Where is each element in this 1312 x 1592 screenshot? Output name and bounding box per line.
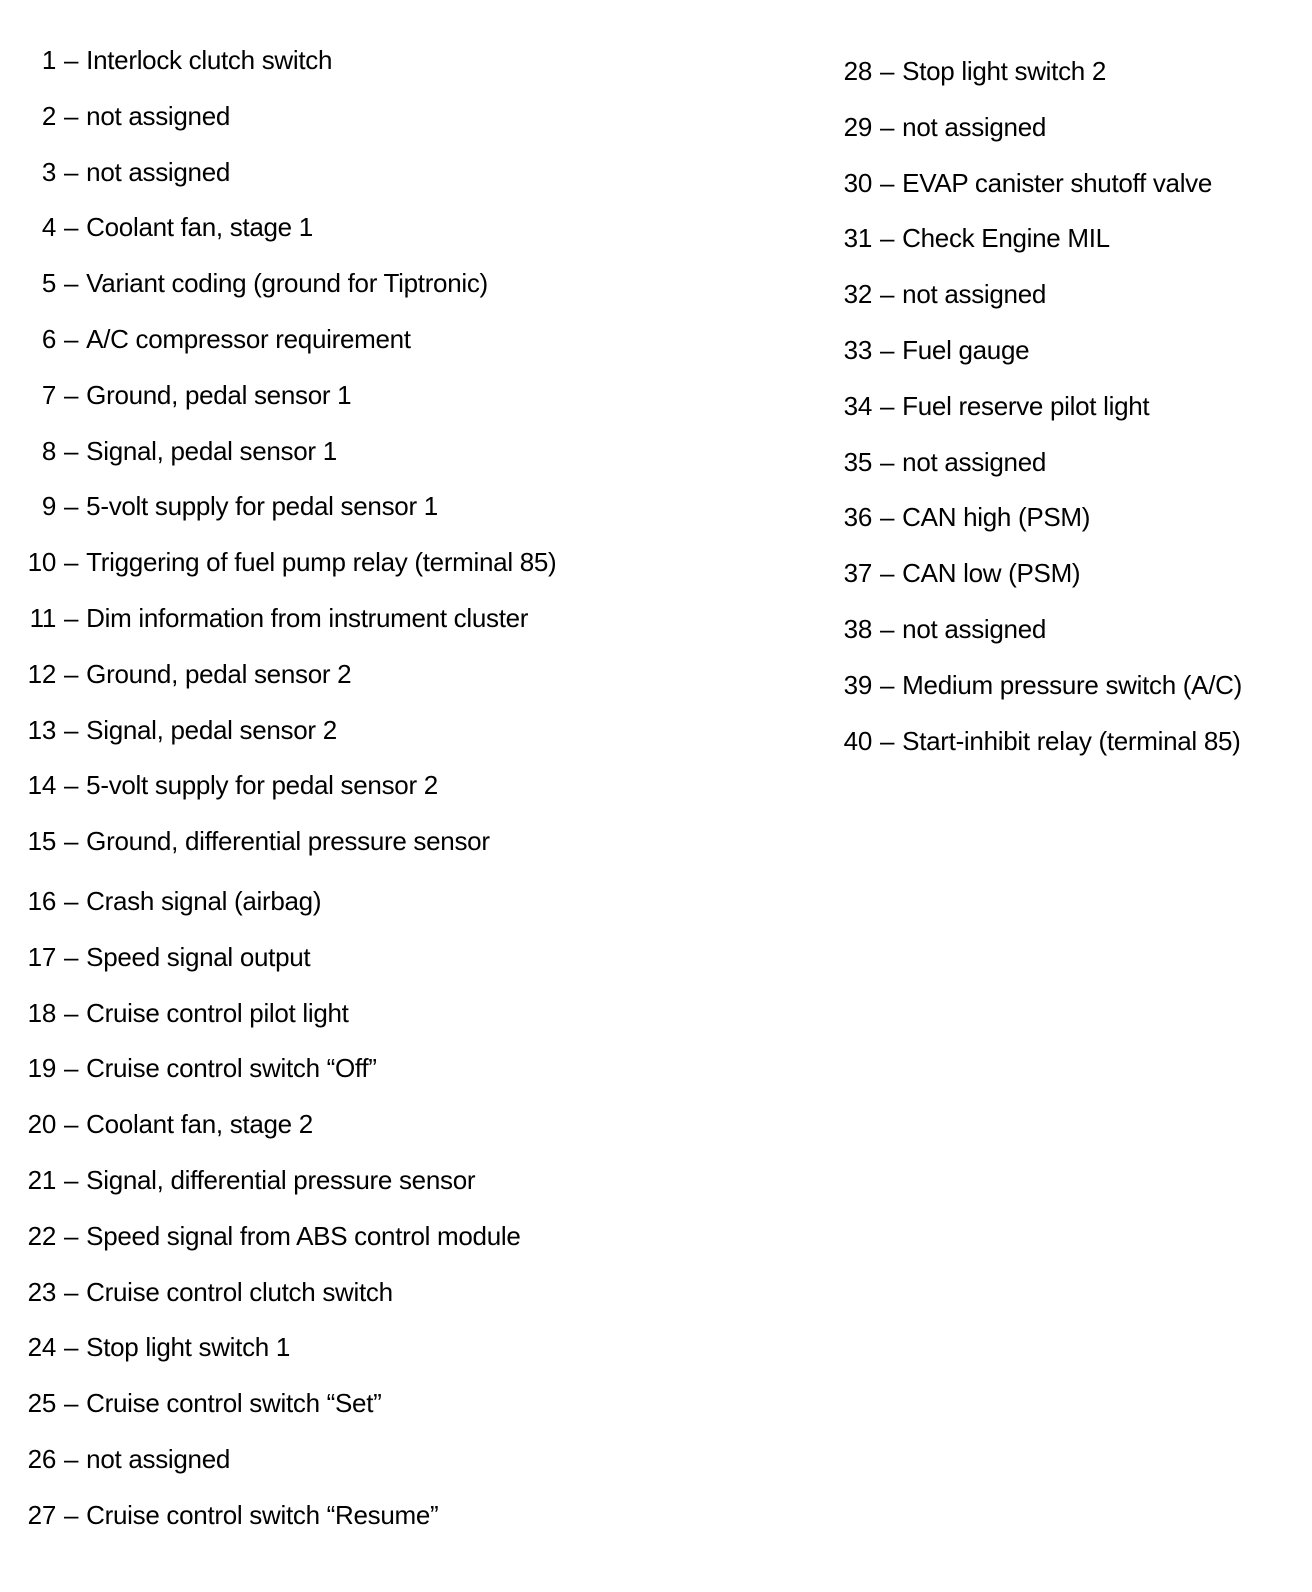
pin-entry	[0, 486, 438, 526]
pin-entry	[820, 609, 1046, 649]
pin-entry	[0, 598, 528, 638]
pin-number: 8	[41, 435, 56, 466]
pin-label: Interlock clutch switch	[86, 45, 333, 75]
pin-label: Speed signal from ABS control module	[86, 1220, 521, 1251]
pin-label: Signal, pedal sensor 2	[86, 714, 337, 745]
pin-number: 13	[27, 714, 56, 745]
pin-number: 10	[27, 547, 56, 578]
pin-separator: –	[880, 223, 895, 254]
pin-separator: –	[64, 100, 79, 131]
pin-number: 26	[27, 1444, 56, 1474]
pin-label: Cruise control pilot light	[86, 997, 349, 1028]
pin-number: 27	[27, 1499, 56, 1530]
pin-separator: –	[880, 167, 895, 198]
pin-label: Cruise control clutch switch	[86, 1276, 393, 1307]
pin-label: not assigned	[902, 279, 1047, 310]
pin-number: 5	[41, 268, 56, 299]
pin-number: 2	[41, 100, 56, 131]
pin-number: 39	[843, 669, 872, 700]
pin-entry	[0, 821, 490, 861]
pin-separator: –	[64, 1332, 79, 1363]
pin-separator: –	[880, 446, 895, 477]
pin-label: Dim information from instrument cluster	[86, 603, 529, 633]
pin-number: 11	[29, 603, 56, 633]
pin-entry	[0, 40, 332, 80]
pin-label: Coolant fan, stage 1	[86, 212, 313, 243]
pin-entry	[0, 710, 337, 750]
pin-separator: –	[64, 379, 79, 410]
pin-label: Variant coding (ground for Tiptronic)	[86, 268, 488, 299]
pin-entry	[0, 375, 351, 415]
pin-label: Coolant fan, stage 2	[86, 1109, 313, 1140]
pin-separator: –	[64, 435, 79, 466]
pin-label: Ground, pedal sensor 1	[86, 379, 352, 410]
pin-entry	[0, 1048, 377, 1088]
pin-label: not assigned	[86, 1444, 231, 1474]
pin-entry	[0, 1272, 393, 1312]
pin-number: 1	[41, 45, 56, 75]
pin-entry	[820, 442, 1046, 482]
pin-separator: –	[880, 111, 895, 142]
pin-label: not assigned	[902, 446, 1047, 477]
pin-separator: –	[64, 1388, 79, 1419]
pin-entry	[820, 107, 1046, 147]
pin-label: Ground, differential pressure sensor	[86, 826, 490, 857]
pin-number: 40	[843, 725, 872, 756]
pin-number: 9	[41, 491, 56, 522]
pin-label: Stop light switch 1	[86, 1332, 291, 1363]
pin-entry	[0, 207, 313, 247]
pin-entry	[820, 497, 1090, 537]
pin-number: 32	[843, 279, 872, 310]
pin-number: 29	[843, 111, 872, 142]
pin-entry	[0, 765, 438, 805]
pin-label: Stop light switch 2	[902, 56, 1107, 86]
pin-label: Fuel reserve pilot light	[902, 390, 1150, 421]
pin-label: not assigned	[902, 614, 1047, 644]
pin-label: Ground, pedal sensor 2	[86, 658, 352, 689]
pin-number: 6	[41, 324, 56, 354]
pin-label: Speed signal output	[86, 941, 311, 972]
pin-number: 33	[843, 335, 872, 365]
pin-entry	[0, 1216, 521, 1256]
pin-entry	[820, 330, 1029, 370]
pin-separator: –	[880, 56, 895, 86]
pin-separator: –	[64, 156, 79, 187]
pin-label: Signal, pedal sensor 1	[86, 435, 337, 466]
pin-entry	[0, 1439, 230, 1479]
pin-label: 5-volt supply for pedal sensor 2	[86, 770, 438, 801]
pin-number: 30	[843, 167, 872, 198]
pin-number: 18	[27, 997, 56, 1028]
pin-number: 16	[27, 886, 56, 916]
pin-entry	[820, 721, 1241, 761]
pin-separator: –	[64, 770, 79, 801]
pin-number: 31	[843, 223, 872, 254]
pin-number: 38	[843, 614, 872, 644]
pin-separator: –	[880, 335, 895, 365]
pin-separator: –	[880, 669, 895, 700]
pin-separator: –	[64, 1109, 79, 1140]
pin-separator: –	[64, 1220, 79, 1251]
pin-number: 3	[41, 156, 56, 187]
pin-entry	[0, 1327, 290, 1367]
pin-entry	[820, 553, 1080, 593]
pin-separator: –	[64, 1165, 79, 1195]
pin-entry	[0, 319, 411, 359]
pin-entry	[820, 51, 1106, 91]
pin-label: Signal, differential pressure sensor	[86, 1165, 476, 1195]
pin-entry	[0, 1383, 382, 1423]
pin-separator: –	[64, 324, 79, 354]
pin-entry	[0, 993, 349, 1033]
pin-label: A/C compressor requirement	[86, 324, 411, 354]
pin-separator: –	[64, 45, 79, 75]
pin-separator: –	[64, 941, 79, 972]
pin-separator: –	[880, 614, 895, 644]
pin-number: 37	[843, 558, 872, 589]
pin-label: Cruise control switch “Resume”	[86, 1499, 439, 1530]
pin-entry	[0, 1495, 438, 1535]
pin-entry	[0, 937, 310, 977]
pin-number: 12	[27, 658, 56, 689]
pin-separator: –	[880, 725, 895, 756]
pin-separator: –	[64, 212, 79, 243]
pin-separator: –	[64, 997, 79, 1028]
pin-entry	[820, 665, 1242, 705]
pin-entry	[820, 274, 1046, 314]
pin-number: 35	[843, 446, 872, 477]
pin-label: not assigned	[86, 100, 231, 131]
pin-label: EVAP canister shutoff valve	[902, 167, 1213, 198]
pin-number: 21	[27, 1165, 56, 1195]
pin-label: Triggering of fuel pump relay (terminal 85)	[86, 547, 557, 578]
pin-separator: –	[64, 547, 79, 578]
pin-separator: –	[64, 714, 79, 745]
pin-separator: –	[64, 1053, 79, 1084]
pin-separator: –	[64, 1276, 79, 1307]
pin-separator: –	[64, 491, 79, 522]
pin-label: CAN high (PSM)	[902, 502, 1091, 533]
pin-label: not assigned	[902, 111, 1047, 142]
pin-separator: –	[64, 1444, 79, 1474]
pin-separator: –	[880, 390, 895, 421]
pin-entry	[0, 152, 230, 192]
pin-number: 22	[27, 1220, 56, 1251]
pin-entry	[820, 386, 1149, 426]
pin-number: 14	[27, 770, 56, 801]
pin-separator: –	[880, 558, 895, 589]
pin-entry	[0, 1104, 313, 1144]
pin-separator: –	[64, 886, 79, 916]
pin-entry	[820, 218, 1110, 258]
pin-number: 28	[843, 56, 872, 86]
pin-label: CAN low (PSM)	[902, 558, 1081, 589]
pin-separator: –	[64, 268, 79, 299]
pin-number: 19	[27, 1053, 56, 1084]
pin-label: Cruise control switch “Set”	[86, 1388, 382, 1419]
pin-number: 4	[41, 212, 56, 243]
pin-label: Check Engine MIL	[902, 223, 1110, 254]
pin-number: 24	[27, 1332, 56, 1363]
pin-separator: –	[64, 603, 79, 633]
pin-entry	[0, 263, 488, 303]
pin-number: 15	[27, 826, 56, 857]
pin-label: Fuel gauge	[902, 335, 1030, 365]
pin-label: Medium pressure switch (A/C)	[902, 669, 1242, 700]
pin-separator: –	[64, 1499, 79, 1530]
pin-separator: –	[64, 658, 79, 689]
pin-number: 36	[843, 502, 872, 533]
pin-entry	[0, 431, 337, 471]
pin-label: 5-volt supply for pedal sensor 1	[86, 491, 438, 522]
pin-label: not assigned	[86, 156, 231, 187]
pin-entry	[0, 1160, 475, 1200]
pin-separator: –	[880, 502, 895, 533]
pin-number: 25	[27, 1388, 56, 1419]
pin-label: Crash signal (airbag)	[86, 886, 322, 916]
pin-number: 34	[843, 390, 872, 421]
pin-entry	[0, 654, 351, 694]
pin-label: Cruise control switch “Off”	[86, 1053, 377, 1084]
pin-number: 20	[27, 1109, 56, 1140]
pin-number: 7	[41, 379, 56, 410]
pin-separator: –	[880, 279, 895, 310]
pin-number: 17	[27, 941, 56, 972]
pin-label: Start-inhibit relay (terminal 85)	[902, 725, 1241, 756]
pin-entry	[0, 542, 556, 582]
pin-entry	[0, 96, 230, 136]
pin-entry	[0, 881, 321, 921]
pin-entry	[820, 163, 1212, 203]
pin-separator: –	[64, 826, 79, 857]
pin-number: 23	[27, 1276, 56, 1307]
